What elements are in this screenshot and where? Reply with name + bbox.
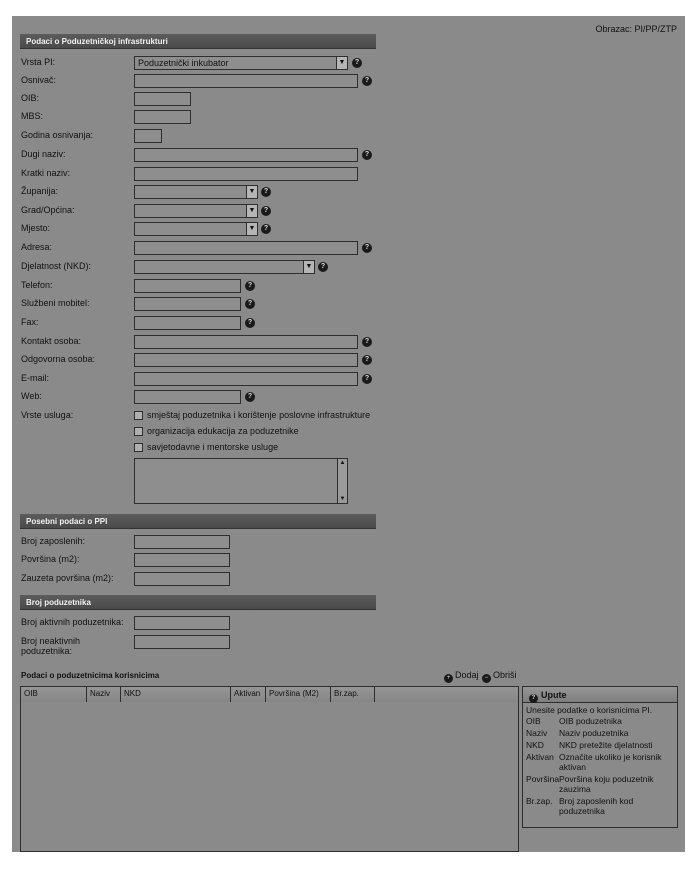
aktivni-input[interactable] xyxy=(134,616,230,630)
mjesto-label: Mjesto: xyxy=(21,223,51,233)
djelatnost-label: Djelatnost (NKD): xyxy=(21,261,92,271)
help-icon[interactable]: ? xyxy=(245,281,255,291)
adresa-label: Adresa: xyxy=(21,242,53,252)
help-icon[interactable]: ? xyxy=(362,355,372,365)
entrepreneurs-grid[interactable] xyxy=(20,686,519,852)
row-zaposleni xyxy=(21,535,681,549)
checkbox-icon[interactable] xyxy=(134,443,143,452)
row-grad xyxy=(21,204,681,218)
row-adresa xyxy=(21,241,681,255)
djelatnost-select[interactable] xyxy=(134,260,315,274)
form-page xyxy=(12,16,685,852)
scroll-up-icon[interactable]: ▲ xyxy=(339,460,346,466)
grid-col-brzap[interactable]: Br.zap. xyxy=(331,687,375,702)
help-icon[interactable]: ? xyxy=(362,374,372,384)
hint-key: OIB xyxy=(526,716,541,726)
odgovorna-input[interactable] xyxy=(134,353,358,367)
help-icon[interactable]: ? xyxy=(362,243,372,253)
hint-key: Površina xyxy=(526,774,560,784)
row-djelatnost xyxy=(21,260,681,274)
row-osnivac xyxy=(21,74,681,88)
row-mbs xyxy=(21,110,681,124)
row-mobitel xyxy=(21,297,681,311)
hint-text: Površina koju poduzetnik zauzima xyxy=(559,774,654,794)
row-vrsta-pi xyxy=(21,56,681,70)
delete-button-label: Obriši xyxy=(493,670,517,680)
row-zauzeta xyxy=(21,572,681,586)
osnivac-label: Osnivač: xyxy=(21,75,57,85)
chevron-down-icon[interactable]: ▼ xyxy=(303,261,314,273)
grad-select[interactable] xyxy=(134,204,258,218)
checkbox-icon[interactable] xyxy=(134,427,143,436)
form-code: Obrazac: PI/PP/ZTP xyxy=(595,24,677,34)
mjesto-select[interactable] xyxy=(134,222,258,236)
help-icon[interactable]: ? xyxy=(261,187,271,197)
mobitel-label: Službeni mobitel: xyxy=(21,298,90,308)
neaktivni-label-line1: Broj neaktivnih xyxy=(21,636,81,646)
service-checkbox-accommodation[interactable] xyxy=(134,409,534,422)
service-checkbox-education[interactable] xyxy=(134,425,534,438)
fax-label: Fax: xyxy=(21,317,39,327)
help-icon[interactable]: ? xyxy=(245,392,255,402)
vrsta-pi-select[interactable] xyxy=(134,56,348,70)
row-zupanija xyxy=(21,185,681,199)
zaposleni-input[interactable] xyxy=(134,535,230,549)
chevron-down-icon[interactable]: ▼ xyxy=(246,205,257,217)
help-icon[interactable]: ? xyxy=(362,150,372,160)
oib-label: OIB: xyxy=(21,93,40,103)
section-header-infrastructure: Podaci o Poduzetničkoj infrastrukturi xyxy=(20,34,376,49)
hint-intro: Unesite podatke o korisnicima PI. xyxy=(526,705,653,715)
adresa-input[interactable] xyxy=(134,241,358,255)
grid-col-nkd[interactable]: NKD xyxy=(121,687,231,702)
mobitel-input[interactable] xyxy=(134,297,241,311)
row-mjesto xyxy=(21,222,681,236)
grid-col-filler xyxy=(375,687,518,702)
row-godina xyxy=(21,129,681,143)
section-header-special: Posebni podaci o PPI xyxy=(20,514,376,529)
help-icon[interactable]: ? xyxy=(245,299,255,309)
scroll-down-icon[interactable]: ▼ xyxy=(339,496,346,502)
hint-key: Aktivan xyxy=(526,752,554,762)
help-icon[interactable]: ? xyxy=(261,224,271,234)
help-icon[interactable]: ? xyxy=(352,58,362,68)
hint-row xyxy=(523,752,677,772)
hint-panel xyxy=(522,686,678,828)
osnivac-input[interactable] xyxy=(134,74,358,88)
add-button[interactable] xyxy=(444,670,479,683)
grid-col-oib[interactable]: OIB xyxy=(21,687,87,702)
neaktivni-input[interactable] xyxy=(134,635,230,649)
zauzeta-input[interactable] xyxy=(134,572,230,586)
hint-row xyxy=(523,716,677,726)
service-label: smještaj poduzetnika i korištenje poslovne infrastrukture xyxy=(147,410,371,420)
hint-key: Br.zap. xyxy=(526,796,553,806)
hint-row xyxy=(523,796,677,816)
hint-text: Označite ukoliko je korisnik aktivan xyxy=(559,752,662,772)
mbs-label: MBS: xyxy=(21,111,44,121)
zauzeta-label: Zauzeta površina (m2): xyxy=(21,573,114,583)
web-label: Web: xyxy=(21,391,42,401)
telefon-input[interactable] xyxy=(134,279,241,293)
grid-col-naziv[interactable]: Naziv xyxy=(87,687,121,702)
web-input[interactable] xyxy=(134,390,241,404)
odgovorna-label: Odgovorna osoba: xyxy=(21,354,96,364)
info-icon: ? xyxy=(529,694,538,703)
textarea-scrollbar[interactable] xyxy=(337,459,347,503)
hint-row xyxy=(523,728,677,738)
povrsina-label: Površina (m2): xyxy=(21,554,80,564)
neaktivni-label-line2: poduzetnika: xyxy=(21,646,73,656)
row-fax xyxy=(21,316,681,330)
chevron-down-icon[interactable]: ▼ xyxy=(336,57,347,69)
hint-text: Broj zaposlenih kod poduzetnika xyxy=(559,796,634,816)
kontakt-label: Kontakt osoba: xyxy=(21,336,82,346)
hint-row xyxy=(523,740,677,750)
add-button-label: Dodaj xyxy=(455,670,479,680)
service-label: savjetodavne i mentorske usluge xyxy=(147,442,279,452)
kontakt-input[interactable] xyxy=(134,335,358,349)
row-odgovorna xyxy=(21,353,681,367)
fax-input[interactable] xyxy=(134,316,241,330)
help-icon[interactable]: ? xyxy=(318,262,328,272)
row-kratki-naziv xyxy=(21,167,681,181)
services-textarea[interactable] xyxy=(134,458,348,504)
delete-icon: − xyxy=(482,674,491,683)
godina-input[interactable] xyxy=(134,129,162,143)
row-dugi-naziv xyxy=(21,148,681,162)
hint-key: NKD xyxy=(526,740,544,750)
dugi-naziv-input[interactable] xyxy=(134,148,358,162)
grid-header xyxy=(21,687,518,702)
help-icon[interactable]: ? xyxy=(245,318,255,328)
row-web xyxy=(21,390,681,404)
hint-text: NKD pretežite djelatnosti xyxy=(559,740,653,750)
dugi-naziv-label: Dugi naziv: xyxy=(21,149,66,159)
grid-col-povrsina[interactable]: Površina (M2) xyxy=(266,687,331,702)
add-icon: + xyxy=(444,674,453,683)
row-telefon xyxy=(21,279,681,293)
help-icon[interactable]: ? xyxy=(261,206,271,216)
email-label: E-mail: xyxy=(21,373,50,383)
service-label: organizacija edukacija za poduzetnike xyxy=(147,426,299,436)
chevron-down-icon[interactable]: ▼ xyxy=(246,223,257,235)
hint-text: OIB poduzetnika xyxy=(559,716,622,726)
kratki-naziv-label: Kratki naziv: xyxy=(21,168,71,178)
zupanija-select[interactable] xyxy=(134,185,258,199)
usluge-label: Vrste usluga: xyxy=(21,410,74,420)
hint-title: Upute xyxy=(541,690,567,700)
email-input[interactable] xyxy=(134,372,358,386)
row-aktivni xyxy=(21,616,681,630)
help-icon[interactable]: ? xyxy=(362,76,372,86)
service-checkbox-mentoring[interactable] xyxy=(134,441,534,454)
hint-key: Naziv xyxy=(526,728,548,738)
grid-title: Podaci o poduzetnicima korisnicima xyxy=(21,671,160,680)
telefon-label: Telefon: xyxy=(21,280,53,290)
section-header-entrepreneurs: Broj poduzetnika xyxy=(20,595,376,610)
hint-row xyxy=(523,774,677,794)
zaposleni-label: Broj zaposlenih: xyxy=(21,536,86,546)
hint-header[interactable] xyxy=(523,687,677,703)
delete-button[interactable] xyxy=(482,670,517,683)
aktivni-label: Broj aktivnih poduzetnika: xyxy=(21,617,124,627)
zupanija-label: Županija: xyxy=(21,186,59,196)
vrsta-pi-value: Poduzetnički inkubator xyxy=(138,58,229,68)
mbs-input[interactable] xyxy=(134,110,191,124)
checkbox-icon[interactable] xyxy=(134,411,143,420)
row-email xyxy=(21,372,681,386)
chevron-down-icon[interactable]: ▼ xyxy=(246,186,257,198)
row-oib xyxy=(21,92,681,106)
grad-label: Grad/Općina: xyxy=(21,205,75,215)
hint-text: Naziv poduzetnika xyxy=(559,728,629,738)
povrsina-input[interactable] xyxy=(134,553,230,567)
grid-col-aktivan[interactable]: Aktivan xyxy=(231,687,266,702)
row-neaktivni xyxy=(21,635,681,661)
vrsta-pi-label: Vrsta PI: xyxy=(21,57,56,67)
godina-label: Godina osnivanja: xyxy=(21,130,94,140)
row-kontakt xyxy=(21,335,681,349)
kratki-naziv-input[interactable] xyxy=(134,167,358,181)
oib-input[interactable] xyxy=(134,92,191,106)
row-povrsina xyxy=(21,553,681,567)
help-icon[interactable]: ? xyxy=(362,337,372,347)
